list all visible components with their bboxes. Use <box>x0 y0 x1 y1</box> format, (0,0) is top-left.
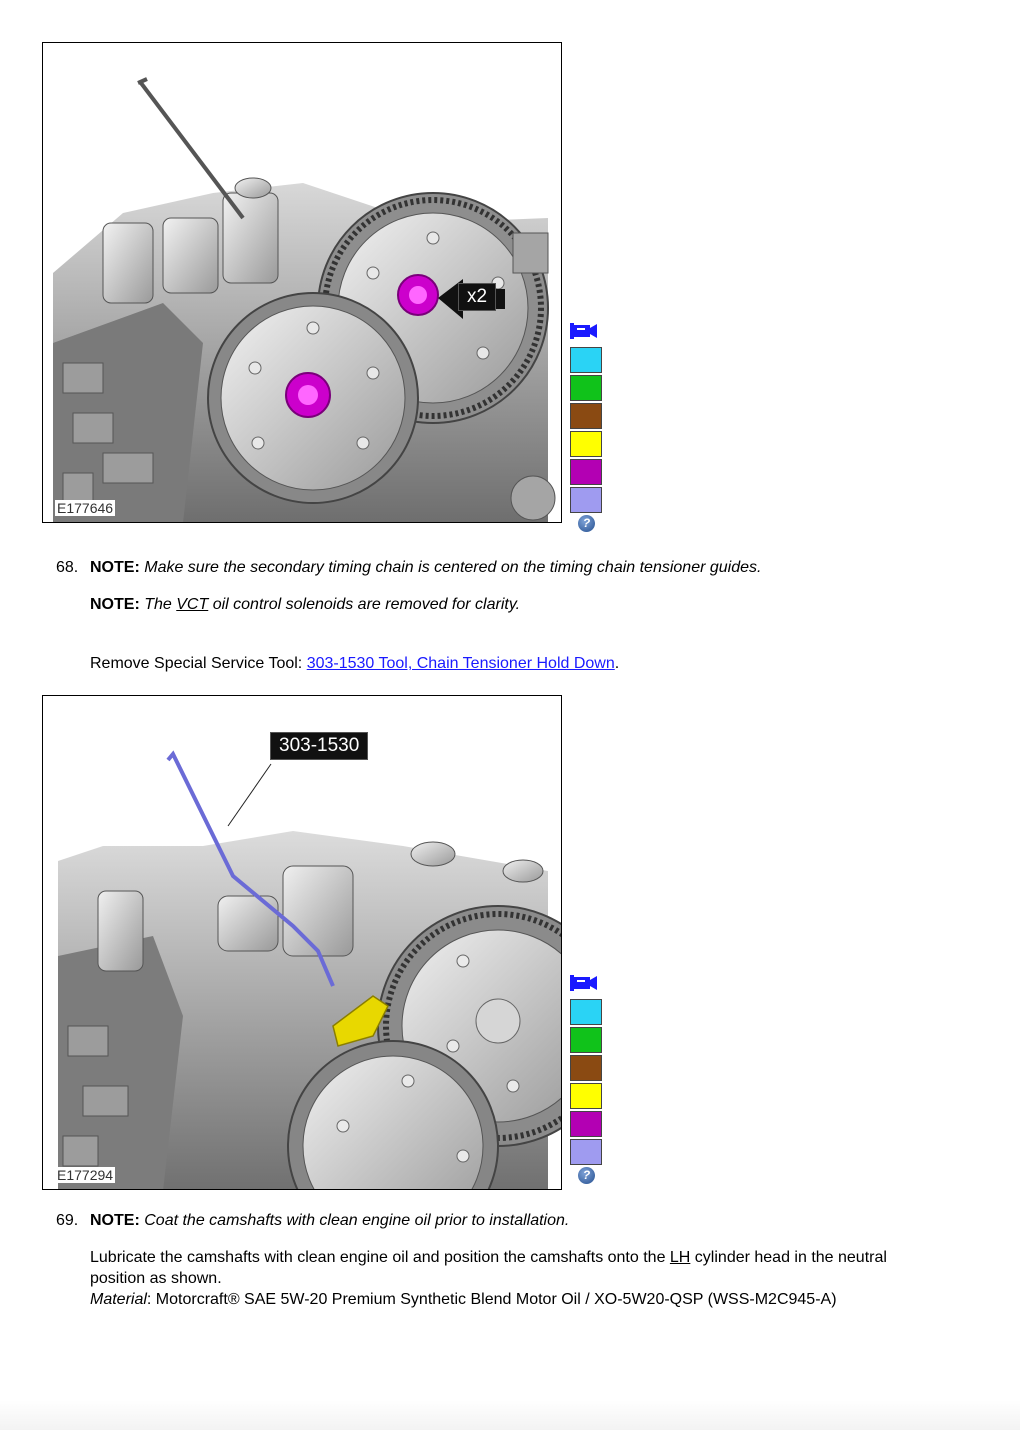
camera-icon[interactable] <box>570 323 598 339</box>
swatch-brown[interactable] <box>570 1055 602 1081</box>
help-icon[interactable]: ? <box>578 515 595 532</box>
callout-label: 303-1530 <box>270 732 368 760</box>
step-number: 68. <box>56 559 79 576</box>
note-1: NOTE: Make sure the secondary timing chain is centered on the timing chain tensioner guides. <box>90 559 762 576</box>
swatch-cyan[interactable] <box>570 999 602 1025</box>
step-number: 69. <box>56 1212 79 1229</box>
camera-icon[interactable] <box>570 975 598 991</box>
engine-illustration-2 <box>43 696 562 1190</box>
step-69 <box>56 1210 956 1310</box>
page-bottom-shade <box>0 1400 1020 1430</box>
lh-abbr[interactable]: LH <box>669 1249 691 1266</box>
help-icon[interactable]: ? <box>578 1167 595 1184</box>
swatch-green[interactable] <box>570 1027 602 1053</box>
step-68 <box>56 557 956 674</box>
tool-link[interactable]: 303-1530 Tool, Chain Tensioner Hold Down <box>306 655 615 672</box>
figure-id: E177646 <box>57 500 114 516</box>
swatch-lavender[interactable] <box>570 1139 602 1165</box>
swatch-brown[interactable] <box>570 403 602 429</box>
color-palette <box>570 975 604 1184</box>
swatch-yellow[interactable] <box>570 1083 602 1109</box>
vct-abbr[interactable]: VCT <box>176 596 209 613</box>
swatch-yellow[interactable] <box>570 431 602 457</box>
figure-e177646 <box>42 42 562 523</box>
note-2: NOTE: The VCT oil control solenoids are removed for clarity. <box>90 596 521 613</box>
note: NOTE: Coat the camshafts with clean engine oil prior to installation. <box>90 1212 570 1229</box>
figure-id: E177294 <box>57 1167 114 1183</box>
swatch-green[interactable] <box>570 375 602 401</box>
material-label: Material <box>90 1291 147 1308</box>
callout-label: x2 <box>458 283 496 311</box>
swatch-magenta[interactable] <box>570 459 602 485</box>
figure-e177294 <box>42 695 562 1190</box>
swatch-cyan[interactable] <box>570 347 602 373</box>
material-text: : Motorcraft® SAE 5W-20 Premium Synthetic Blend Motor Oil / XO-5W20-QSP (WSS-M2C945-A) <box>146 1291 837 1308</box>
swatch-lavender[interactable] <box>570 487 602 513</box>
instruction: Lubricate the camshafts with clean engine oil and position the camshafts onto the LH cylinder head in the neutral position as shown. Material: Motorcraft® SAE 5W-20 Premium Synthetic Blend Motor Oil / XO-5W20-QSP (WSS-M2C945-A) <box>90 1249 887 1308</box>
color-palette <box>570 323 604 532</box>
instruction: Remove Special Service Tool: 303-1530 Tool, Chain Tensioner Hold Down. <box>90 655 620 672</box>
swatch-magenta[interactable] <box>570 1111 602 1137</box>
